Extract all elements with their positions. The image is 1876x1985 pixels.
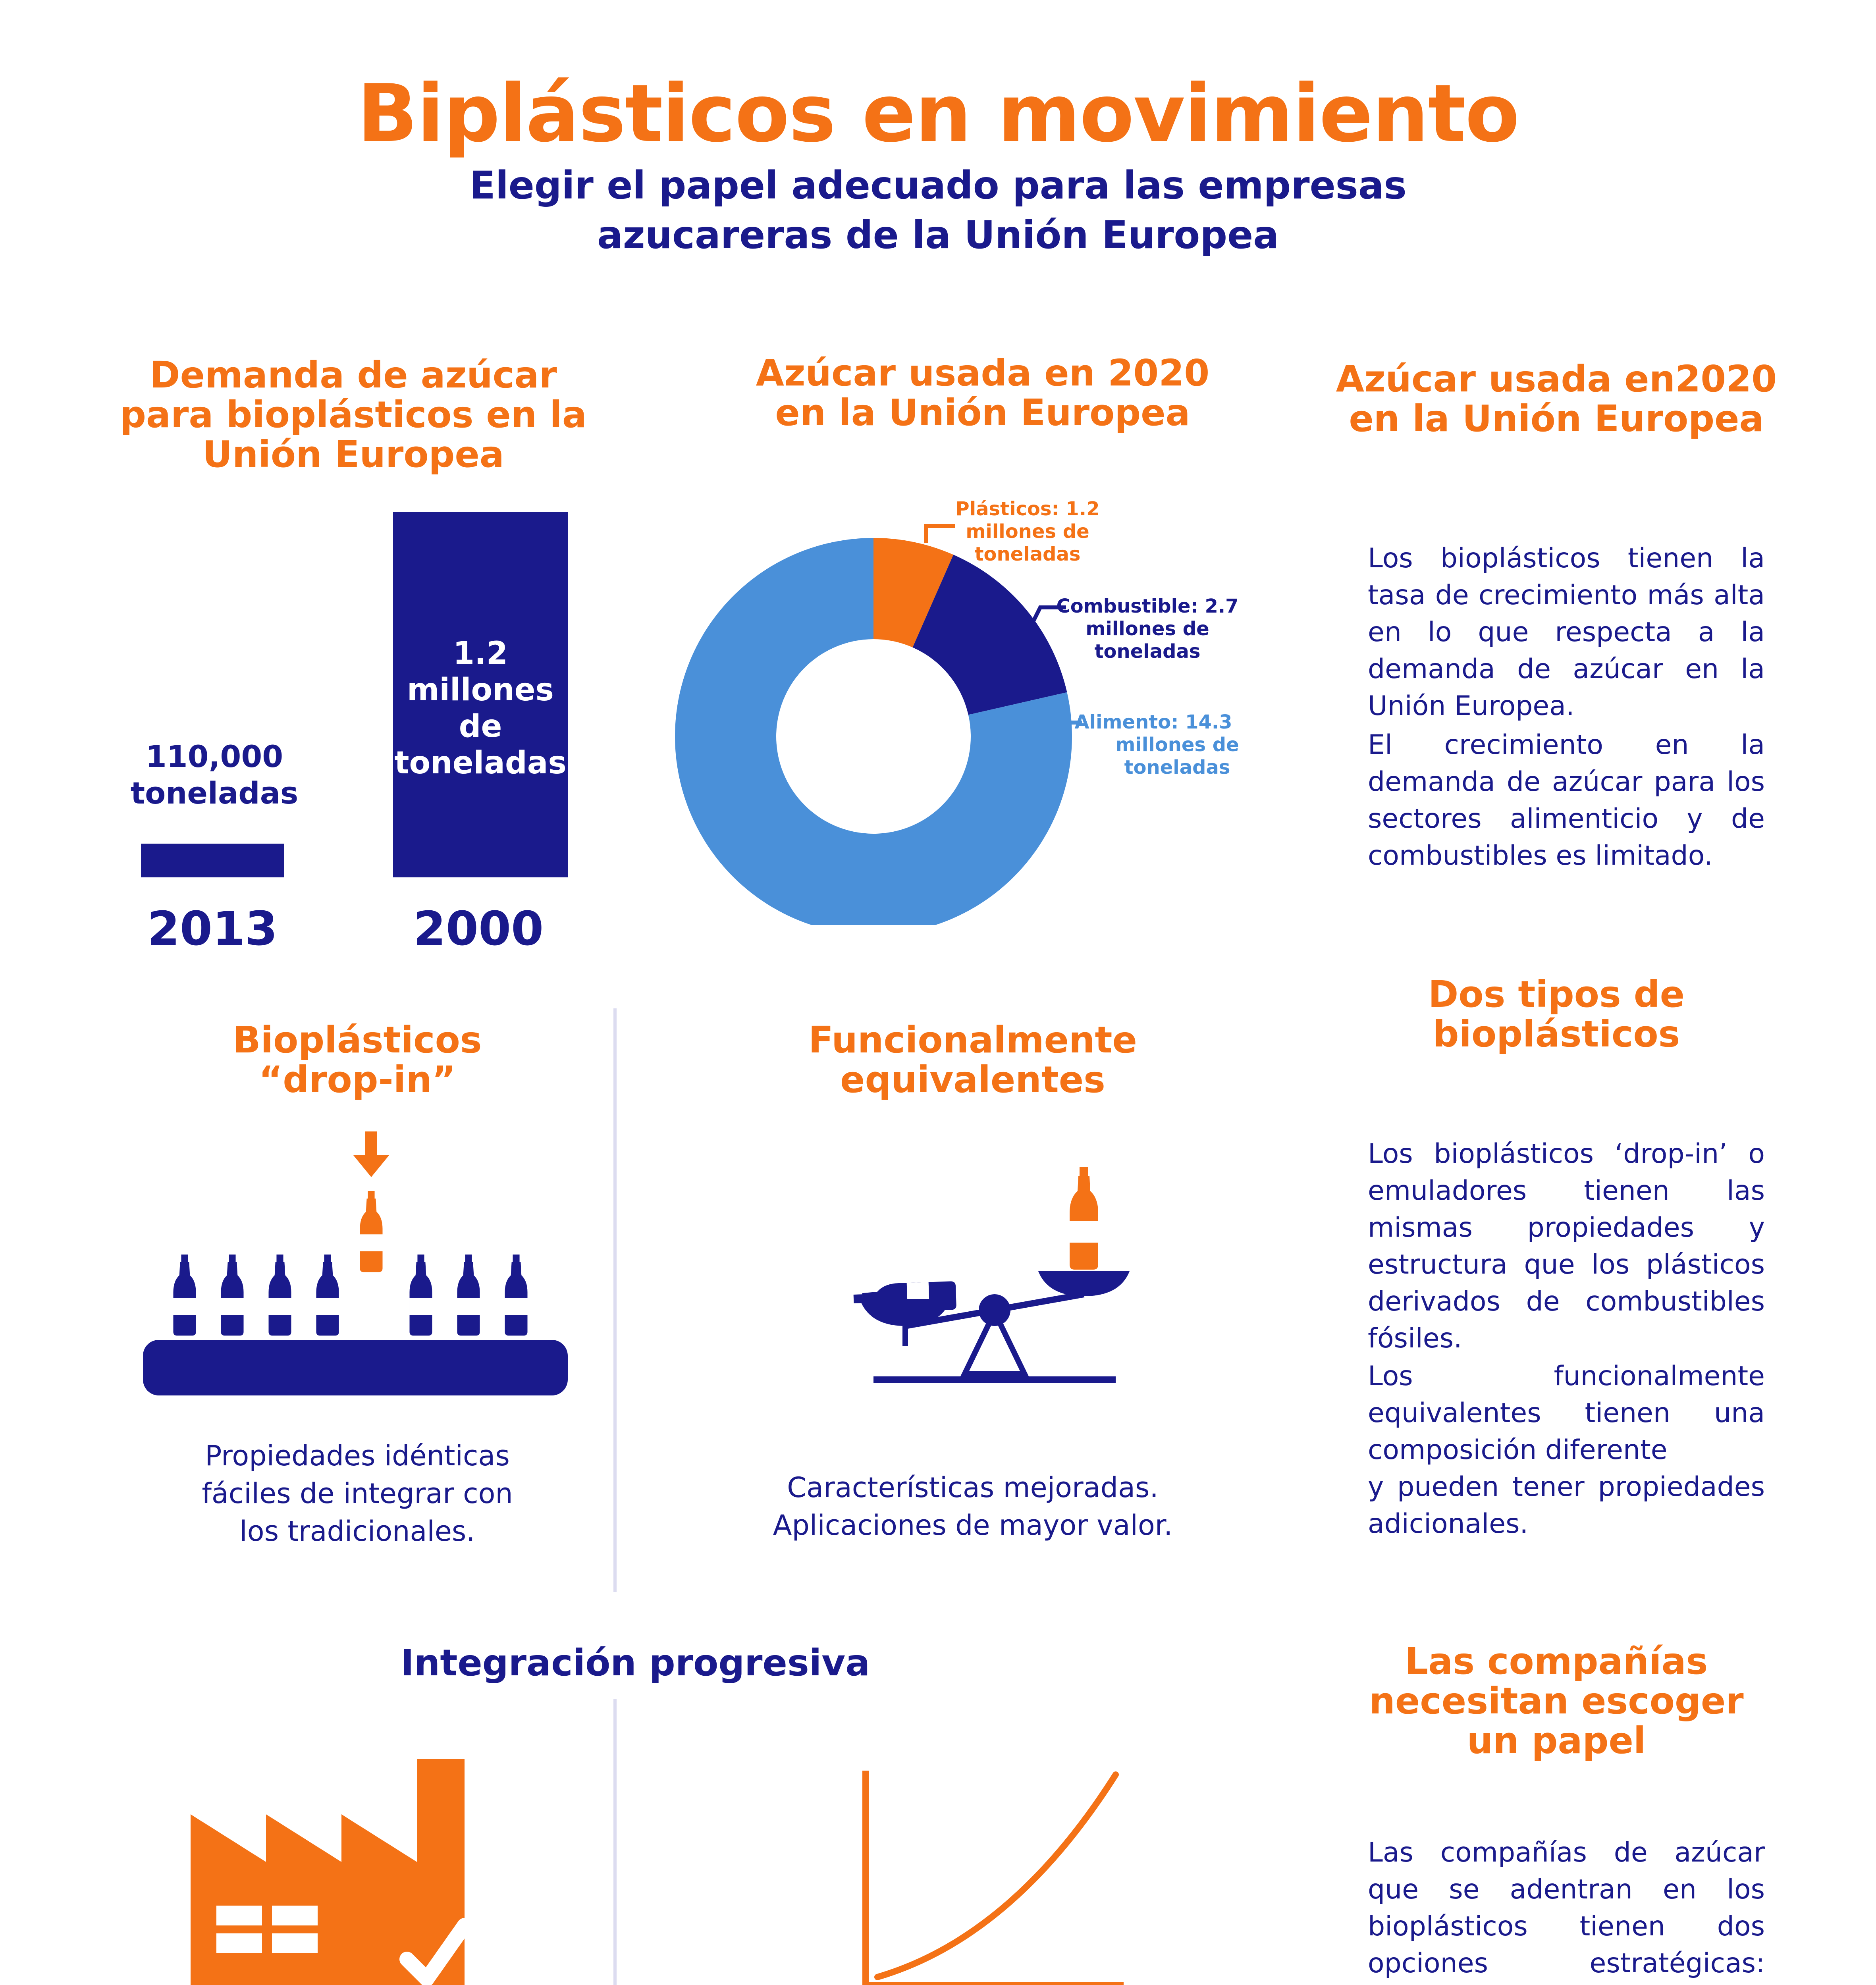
subtitle-line-1: Elegir el papel adecuado para las empresas bbox=[469, 163, 1407, 208]
drop-in-caption-2: fáciles de integrar con bbox=[202, 1477, 513, 1510]
sidebar-growth-heading-2: en la Unión Europea bbox=[1349, 397, 1764, 440]
sidebar-types-heading-1: Dos tipos de bbox=[1428, 973, 1685, 1016]
sidebar-companies-heading-3: un papel bbox=[1467, 1719, 1646, 1762]
slice-label-combustible-2: millones de bbox=[1085, 618, 1209, 640]
orange-bottle-icon bbox=[1070, 1167, 1098, 1270]
functional-heading-2: equivalentes bbox=[840, 1058, 1105, 1101]
slice-label-plasticos-3: toneladas bbox=[974, 543, 1081, 565]
bar-2013-value bbox=[107, 738, 322, 811]
demand-heading: Demanda de azúcar para bioplásticos en la Unión Europea bbox=[120, 354, 587, 476]
slice-label-combustible-3: toneladas bbox=[1094, 640, 1201, 663]
sidebar-companies-heading-1: Las compañías bbox=[1405, 1640, 1708, 1682]
donut-slices bbox=[675, 538, 1072, 925]
bar-2000-year: 2000 bbox=[413, 901, 544, 956]
bottle-icon bbox=[505, 1255, 528, 1336]
drop-in-caption bbox=[119, 1437, 596, 1550]
slice-label-alimento-2: millones de bbox=[1115, 734, 1239, 756]
falling-bottle-icon bbox=[360, 1191, 383, 1272]
sidebar-types-heading-2: bioplásticos bbox=[1433, 1013, 1680, 1055]
bar-2000-value-line3: de bbox=[459, 709, 502, 744]
sidebar-growth-para2: El crecimiento en la demanda de azúcar para los sectores alimenticio y de combustibles es limitado. bbox=[1368, 729, 1765, 871]
bar-2000-value-line4: toneladas bbox=[394, 745, 567, 781]
bottle-icon bbox=[410, 1255, 432, 1336]
conveyor-belt-icon bbox=[143, 1340, 568, 1395]
growth-curve-icon bbox=[854, 1763, 1132, 1985]
integration-heading: Integración progresiva bbox=[400, 1642, 870, 1684]
functional-caption-2: Aplicaciones de mayor valor. bbox=[773, 1509, 1173, 1542]
bar-2000-value-line2: millones bbox=[407, 672, 554, 708]
slice-label-plasticos-1: Plásticos: 1.2 bbox=[955, 498, 1100, 520]
bar-2013 bbox=[141, 844, 284, 877]
sidebar-growth-para1: Los bioplásticos tienen la tasa de crecimiento más alta en lo que respecta a la demanda de azúcar en la Unión Europea. bbox=[1368, 543, 1765, 722]
functional-caption bbox=[735, 1469, 1211, 1544]
conveyor-bottles bbox=[174, 1255, 528, 1336]
sidebar-types-para1: Los bioplásticos ‘drop-in’ o emuladores tienen las mismas propiedades y estructura que los plásticos derivados de combustibles fósiles. bbox=[1368, 1138, 1765, 1354]
subtitle-line-2: azucareras de la Unión Europea bbox=[597, 213, 1279, 257]
drop-arrow-icon bbox=[353, 1131, 389, 1177]
bar-2013-value-line2: toneladas bbox=[130, 775, 299, 811]
bottle-icon bbox=[174, 1255, 196, 1336]
drop-in-heading-1: Bioplásticos bbox=[233, 1019, 482, 1061]
bottle-icon bbox=[457, 1255, 480, 1336]
slice-label-plasticos-2: millones de bbox=[966, 520, 1089, 543]
sidebar-types-para2 bbox=[1368, 1358, 1765, 1542]
sidebar-types-para2-1: Los funcionalmente equivalentes tienen una composición diferente bbox=[1368, 1361, 1765, 1466]
bar-2000-value-line1: 1.2 bbox=[453, 636, 508, 671]
bar-2013-year: 2013 bbox=[147, 901, 278, 956]
bar-2000 bbox=[393, 512, 568, 877]
bottle-icon bbox=[269, 1255, 291, 1336]
bar-2013-value-line1: 110,000 bbox=[145, 739, 283, 774]
drop-in-heading-2: “drop-in” bbox=[258, 1058, 456, 1101]
donut-chart bbox=[675, 488, 1271, 925]
drop-in-caption-3: los tradicionales. bbox=[239, 1515, 475, 1548]
scale-illustration bbox=[814, 1159, 1171, 1397]
slice-label-alimento-3: toneladas bbox=[1124, 756, 1230, 779]
page-title: Biplásticos en movimiento bbox=[357, 67, 1519, 160]
functional-caption-1: Características mejoradas. bbox=[787, 1471, 1159, 1504]
bar-2000-value bbox=[393, 635, 568, 781]
leader-line-plasticos bbox=[926, 526, 955, 543]
sidebar-types-para2-2: y pueden tener propiedades adicionales. bbox=[1368, 1471, 1765, 1540]
bottle-icon bbox=[316, 1255, 339, 1336]
divider-top bbox=[613, 1008, 617, 1592]
page-subtitle bbox=[0, 161, 1876, 260]
functional-heading bbox=[774, 1020, 1171, 1100]
sidebar-companies-para1: Las compañías de azúcar que se adentran en los bioplásticos tienen dos opciones estratégicas: bbox=[1368, 1837, 1765, 1979]
right-pan-icon bbox=[1038, 1271, 1130, 1296]
drop-in-illustration bbox=[139, 1127, 576, 1405]
slice-label-combustible-1: Combustible: 2.7 bbox=[1056, 595, 1239, 617]
sugar-use-heading: Azúcar usada en 2020 en la Unión Europea bbox=[756, 352, 1210, 434]
drop-in-heading bbox=[171, 1020, 544, 1100]
bottle-icon bbox=[221, 1255, 244, 1336]
slice-label-alimento-1: Alimento: 14.3 bbox=[1074, 711, 1232, 733]
sidebar-types-heading bbox=[1322, 975, 1791, 1054]
sidebar-growth-heading-1: Azúcar usada en2020 bbox=[1336, 358, 1777, 400]
factory-icon bbox=[187, 1747, 504, 1985]
drop-in-caption-1: Propiedades idénticas bbox=[205, 1440, 510, 1472]
sidebar-growth-heading bbox=[1322, 359, 1791, 439]
sidebar-companies-heading bbox=[1322, 1642, 1791, 1761]
sidebar-companies-heading-2: necesitan escoger bbox=[1369, 1680, 1744, 1722]
divider-bottom bbox=[613, 1699, 617, 1985]
functional-heading-1: Funcionalmente bbox=[808, 1019, 1137, 1061]
